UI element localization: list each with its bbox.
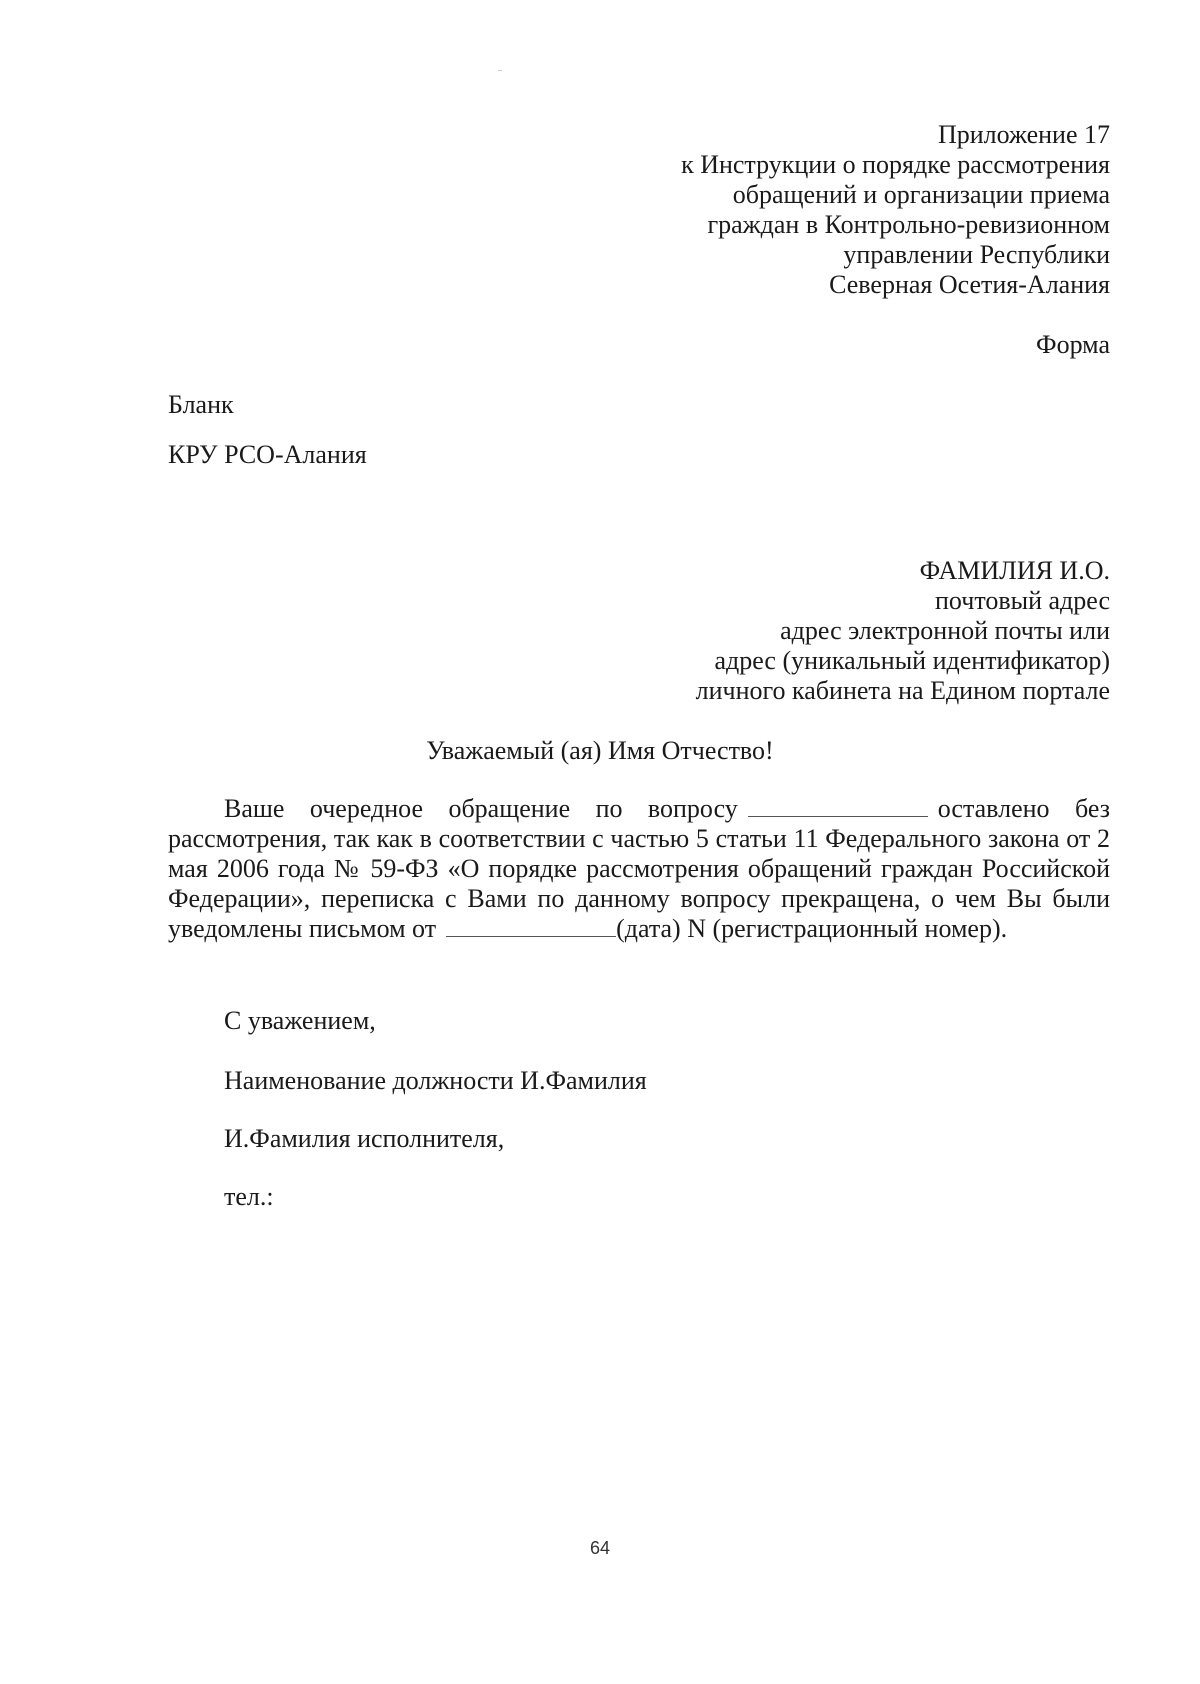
blank-label: Бланк bbox=[168, 390, 234, 419]
topic-blank-line bbox=[748, 794, 928, 817]
annex-line: к Инструкции о порядке рассмотрения bbox=[681, 150, 1110, 179]
recipient-block bbox=[696, 556, 1110, 706]
body-text-part: Ваше очередное обращение по вопросу bbox=[224, 794, 738, 823]
phone-label: тел.: bbox=[224, 1182, 274, 1211]
organization-name: КРУ РСО-Алания bbox=[168, 440, 367, 469]
salutation: Уважаемый (ая) Имя Отчество! bbox=[426, 736, 774, 765]
recipient-name: ФАМИЛИЯ И.О. bbox=[919, 556, 1110, 585]
annex-line: управлении Республики bbox=[843, 240, 1110, 269]
annex-line: обращений и организации приема bbox=[732, 180, 1110, 209]
recipient-line: адрес (уникальный идентификатор) bbox=[714, 646, 1110, 675]
body-text-part: (дата) N (регистрационный номер). bbox=[616, 914, 1008, 943]
page-number: 64 bbox=[589, 1538, 611, 1558]
recipient-line: личного кабинета на Едином портале bbox=[695, 676, 1110, 705]
annex-line: Приложение 17 bbox=[937, 120, 1110, 149]
annex-line: Северная Осетия-Алания bbox=[829, 270, 1110, 299]
recipient-line: адрес электронной почты или bbox=[780, 616, 1110, 645]
recipient-line: почтовый адрес bbox=[935, 586, 1110, 615]
executor-name: И.Фамилия исполнителя, bbox=[224, 1124, 505, 1153]
annex-header bbox=[681, 120, 1110, 300]
date-blank-line bbox=[446, 914, 616, 937]
letter-body bbox=[168, 794, 1110, 944]
signatory-position: Наименование должности И.Фамилия bbox=[224, 1066, 647, 1095]
annex-line: граждан в Контрольно-ревизионном bbox=[707, 210, 1110, 239]
body-text-part: оставлено без рассмотрения, так как в соответствии с частью 5 статьи 11 Федерального закона от 2 мая 2006 года № 59-ФЗ «О порядке рассмотрения обращений граждан Российской Федерации», переписка с Вами по данному вопросу прекращена, о чем Вы были уведомлены письмом от bbox=[168, 794, 1110, 943]
scan-artifact bbox=[498, 70, 502, 71]
form-label: Форма bbox=[1036, 330, 1110, 359]
regards-text: С уважением, bbox=[224, 1006, 376, 1035]
